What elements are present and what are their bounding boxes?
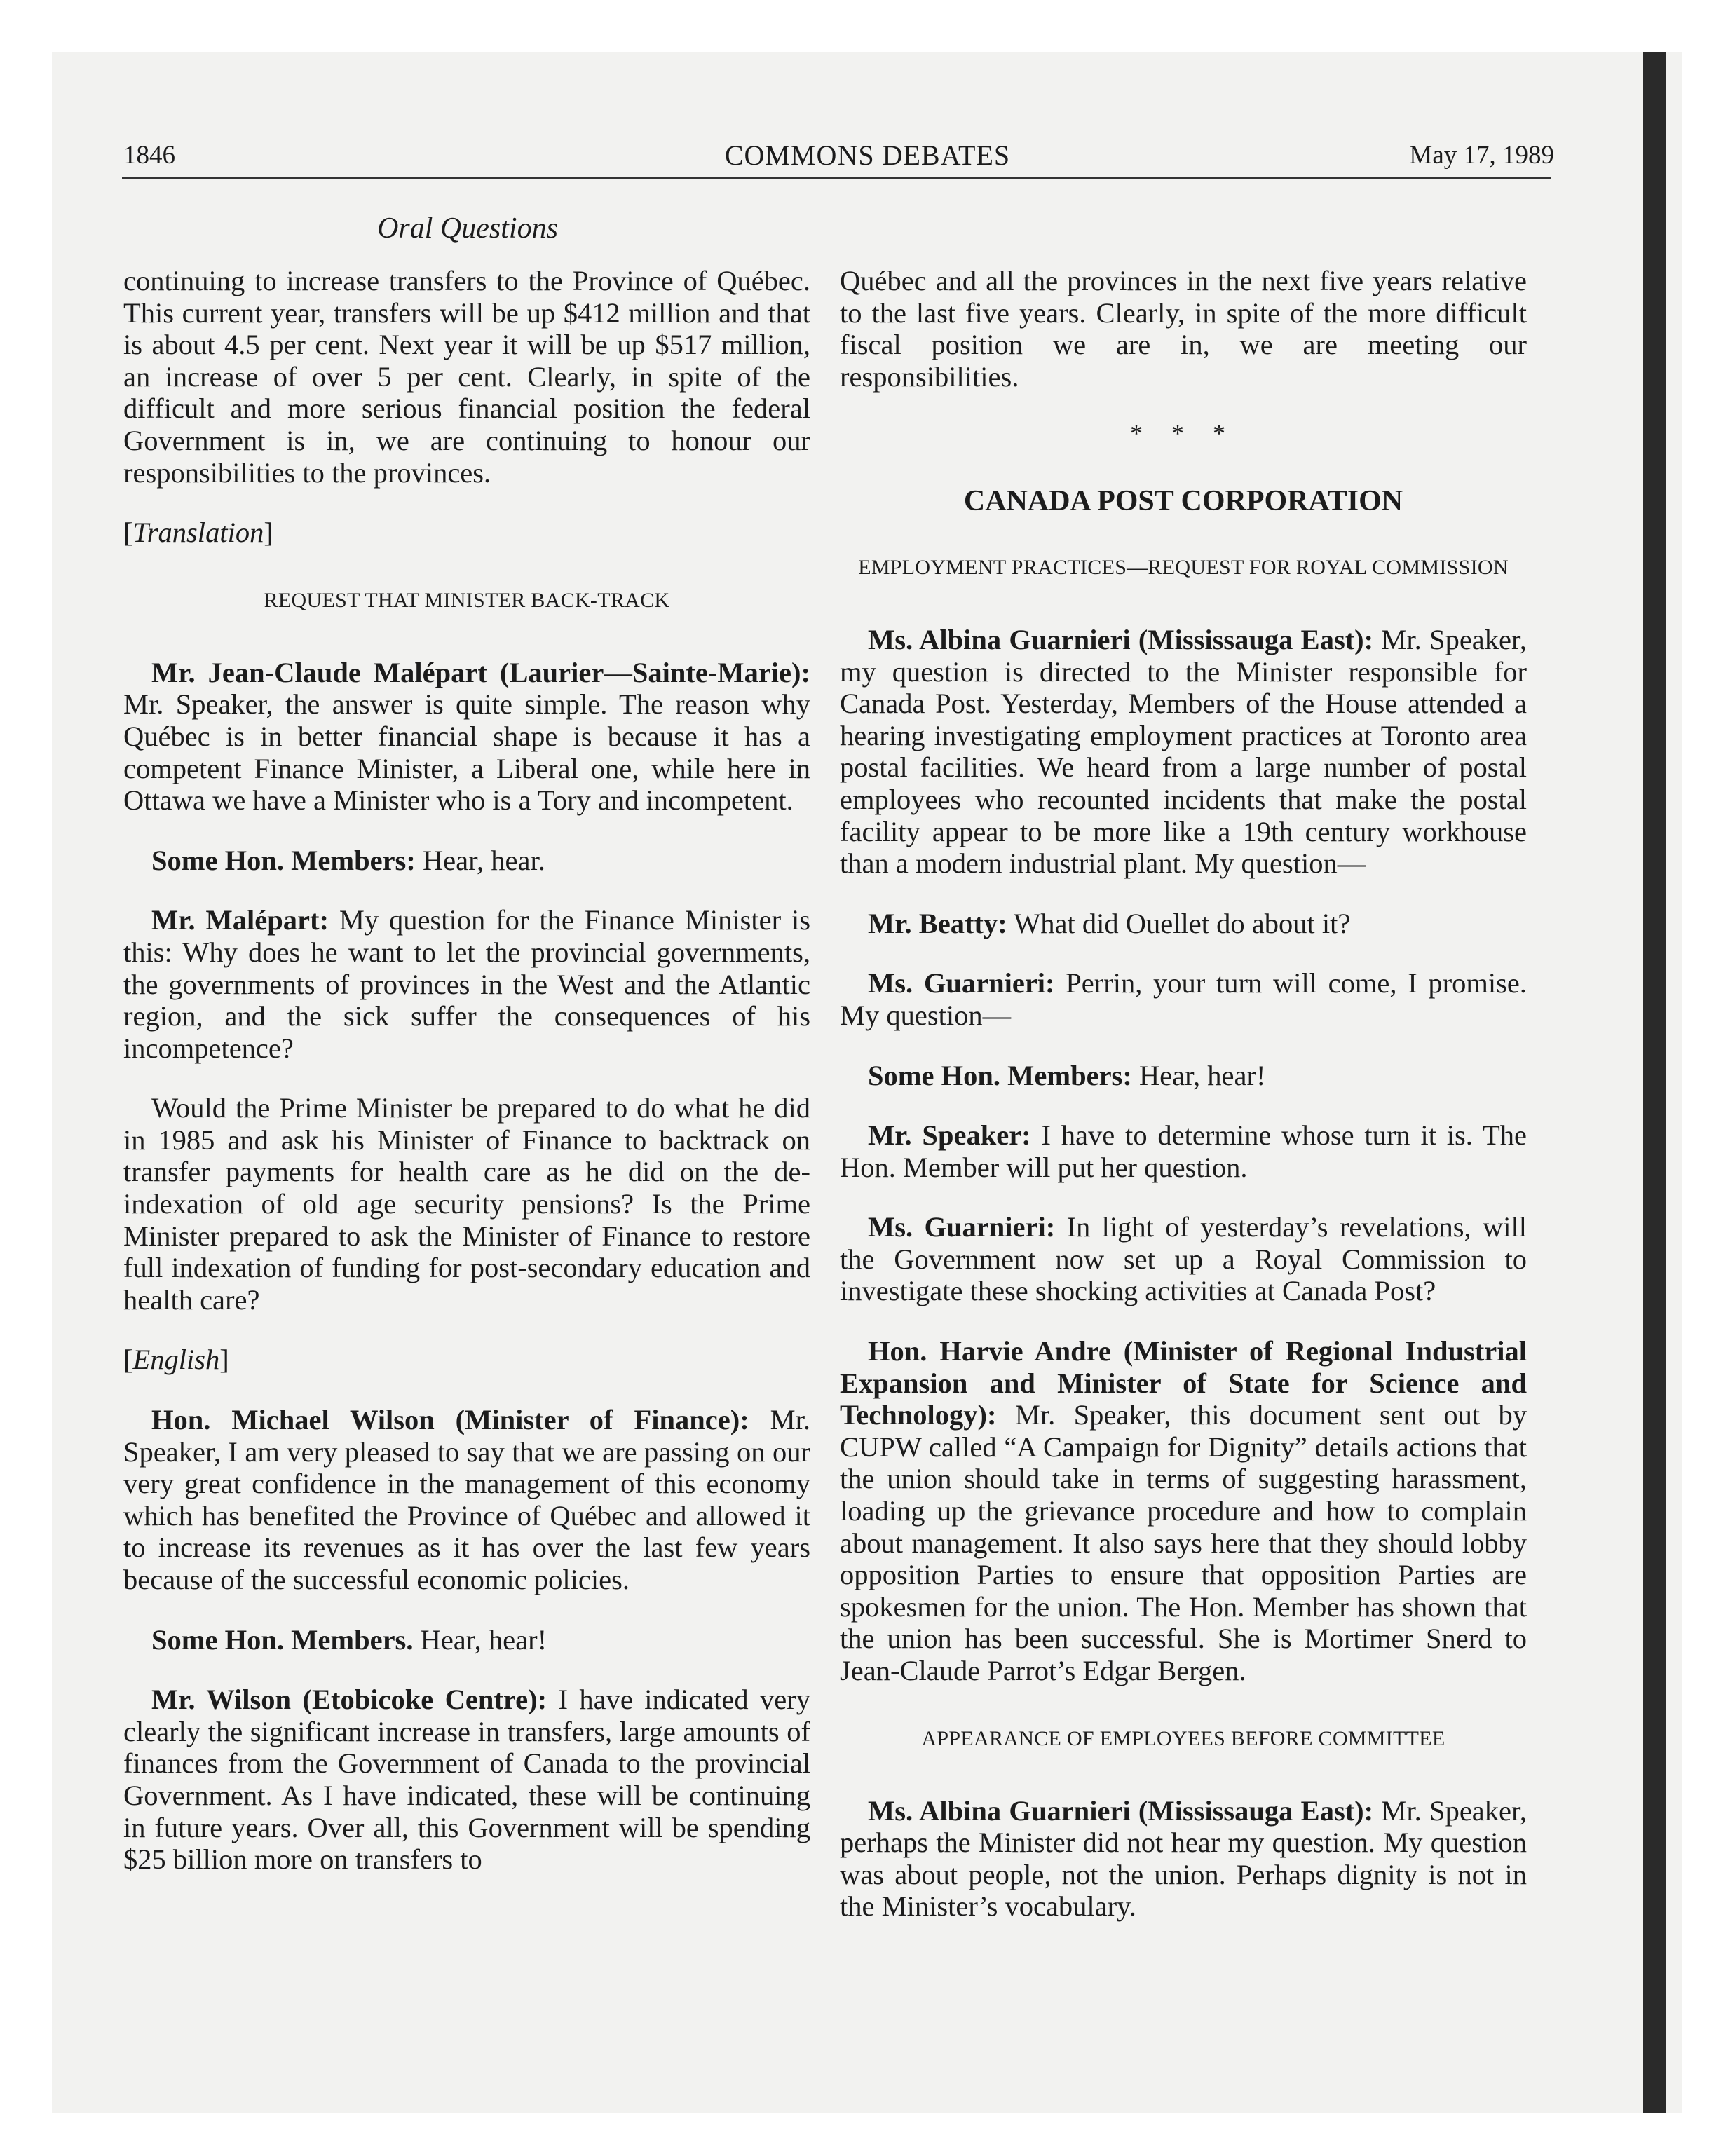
speech-text: My question for the Finance Minister is this: Why does he want to let the provincial governments, the governments of provinces in the West and the Atlantic region, and the sick suffer the consequences of his incompetence? xyxy=(123,904,810,1064)
speech-guarnieri xyxy=(840,624,1527,880)
page-number: 1846 xyxy=(123,141,175,170)
speaker-name: Mr. Speaker: xyxy=(868,1119,1031,1152)
paragraph-prime-minister: Would the Prime Minister be prepared to do what he did in 1985 and ask his Minister of Finance to backtrack on transfer payments for health care as he did on the de-indexation of old age security pensions? Is the Prime Minister prepared to ask the Minister of Finance to restore full indexation of funding for post-secondary education and health care? xyxy=(123,1092,810,1316)
speech-text: Hear, hear. xyxy=(415,844,545,876)
speaker-name: Some Hon. Members: xyxy=(151,844,416,876)
speech-andre xyxy=(840,1335,1527,1687)
speech-text: I have indicated very clearly the significant increase in transfers, large amounts of finances from the Government of Canada to the provincial Government. As I have indicated, these will be continuing in future years. Over all, this Government will be spending $25 billion more on transfers to xyxy=(123,1684,810,1876)
speaker-name: Mr. Malépart: xyxy=(151,904,329,936)
header-rule xyxy=(122,177,1551,179)
speech-text: Hear, hear! xyxy=(1131,1059,1266,1091)
paragraph-continuing: continuing to increase transfers to the Province of Québec. This current year, transfers will be up $412 million and that is about 4.5 per cent. Next year it will be up $517 million, an increase of over 5 per cent. Clearly, in spite of the difficult and more serious financial position the federal Government is in, we are continuing to honour our responsibilities to the provinces. xyxy=(123,265,810,489)
speech-text: Perrin, your turn will come, I promise. My question— xyxy=(840,967,1527,1031)
page-date: May 17, 1989 xyxy=(1409,141,1554,170)
speech-speaker xyxy=(840,1119,1527,1183)
speaker-name: Ms. Albina Guarnieri (Mississauga East): xyxy=(868,623,1374,655)
speech-text: Mr. Speaker, perhaps the Minister did not hear my question. My question was about people, not the union. Perhaps dignity is not in the Minister’s vocabulary. xyxy=(840,1794,1527,1923)
speech-beatty xyxy=(840,908,1527,940)
speech-wilson-etobicoke xyxy=(123,1684,810,1876)
speech-malepart-question xyxy=(123,904,810,1064)
speech-members xyxy=(123,845,810,877)
running-head: COMMONS DEBATES xyxy=(724,139,1011,171)
language-label: English xyxy=(132,1344,220,1376)
speaker-name: Some Hon. Members. xyxy=(151,1623,414,1656)
speech-text: Mr. Speaker, my question is directed to the Minister responsible for Canada Post. Yesterday, Members of the House attended a hearing investigating employment practices at Toronto area postal facilities. We heard from a large number of postal employees who recounted incidents that make the postal facility appear to be more like a 19th century workhouse than a modern industrial plant. My question— xyxy=(840,623,1527,880)
speaker-name: Ms. Guarnieri: xyxy=(868,1211,1056,1243)
speaker-name: Hon. Harvie Andre (Minister of Regional Industrial Expansion and Minister of State for Science and Technology): xyxy=(840,1335,1527,1431)
speech-text: Mr. Speaker, this document sent out by CUPW called “A Campaign for Dignity” details actions that the union should take in terms of suggesting harassment, loading up the grievance procedure and how to complain about management. It also says here that they should lobby opposition Parties to ensure that opposition Parties are spokesmen for the union. The Hon. Member has shown that the union has been successful. She is Mortimer Snerd to Jean-Claude Parrot’s Edgar Bergen. xyxy=(840,1399,1527,1686)
speech-members-hear xyxy=(123,1624,810,1656)
speaker-name: Hon. Michael Wilson (Minister of Finance): xyxy=(151,1404,749,1436)
speech-members-hear xyxy=(840,1060,1527,1092)
speaker-name: Mr. Jean-Claude Malépart (Laurier—Sainte-Marie): xyxy=(151,656,810,688)
speech-text: What did Ouellet do about it? xyxy=(1007,907,1351,939)
speech-text: In light of yesterday’s revelations, will the Government now set up a Royal Commission to investigate these shocking activities at Canada Post? xyxy=(840,1211,1527,1307)
language-marker-english: [English] xyxy=(123,1344,229,1376)
speech-guarnieri-royal-commission xyxy=(840,1211,1527,1307)
subheading-appearance: APPEARANCE OF EMPLOYEES BEFORE COMMITTEE xyxy=(921,1726,1445,1750)
language-marker-translation: [Translation] xyxy=(123,517,273,549)
speech-guarnieri-turn xyxy=(840,967,1527,1031)
section-caption: Oral Questions xyxy=(377,212,558,245)
speech-text: Mr. Speaker, I am very pleased to say that we are passing on our very great confidence in the management of this economy which has benefited the Province of Québec and allowed it to increase its revenues as it has over the last few years because of the successful economic policies. xyxy=(123,1404,810,1595)
language-label: Translation xyxy=(132,517,264,549)
speaker-name: Mr. Wilson (Etobicoke Centre): xyxy=(151,1684,547,1716)
speaker-name: Ms. Guarnieri: xyxy=(868,967,1055,999)
heading-canada-post: CANADA POST CORPORATION xyxy=(963,484,1403,517)
speech-text: Mr. Speaker, the answer is quite simple. The reason why Québec is in better financial shape is because it has a competent Finance Minister, a Liberal one, while here in Ottawa we have a Minister who is a Tory and incompetent. xyxy=(123,688,810,817)
speech-wilson xyxy=(123,1404,810,1596)
speech-guarnieri-vocabulary xyxy=(840,1795,1527,1923)
subheading-back-track: REQUEST THAT MINISTER BACK-TRACK xyxy=(264,588,670,612)
speaker-name: Some Hon. Members: xyxy=(868,1059,1132,1091)
speech-text: I have to determine whose turn it is. The Hon. Member will put her question. xyxy=(840,1119,1527,1183)
subheading-employment-practices: EMPLOYMENT PRACTICES—REQUEST FOR ROYAL COMMISSION xyxy=(858,555,1509,579)
binding-edge xyxy=(1643,52,1666,2113)
section-break: * * * xyxy=(1130,419,1237,448)
speaker-name: Mr. Beatty: xyxy=(868,907,1007,939)
left-column xyxy=(123,265,810,1876)
speech-text: Hear, hear! xyxy=(413,1623,547,1656)
speech-malepart xyxy=(123,657,810,817)
speaker-name: Ms. Albina Guarnieri (Mississauga East): xyxy=(868,1794,1374,1827)
paragraph-quebec: Québec and all the provinces in the next five years relative to the last five years. Clearly, in spite of the more difficult fiscal position we are in, we are meeting our responsibilities. xyxy=(840,265,1527,393)
right-column xyxy=(840,265,1527,1923)
